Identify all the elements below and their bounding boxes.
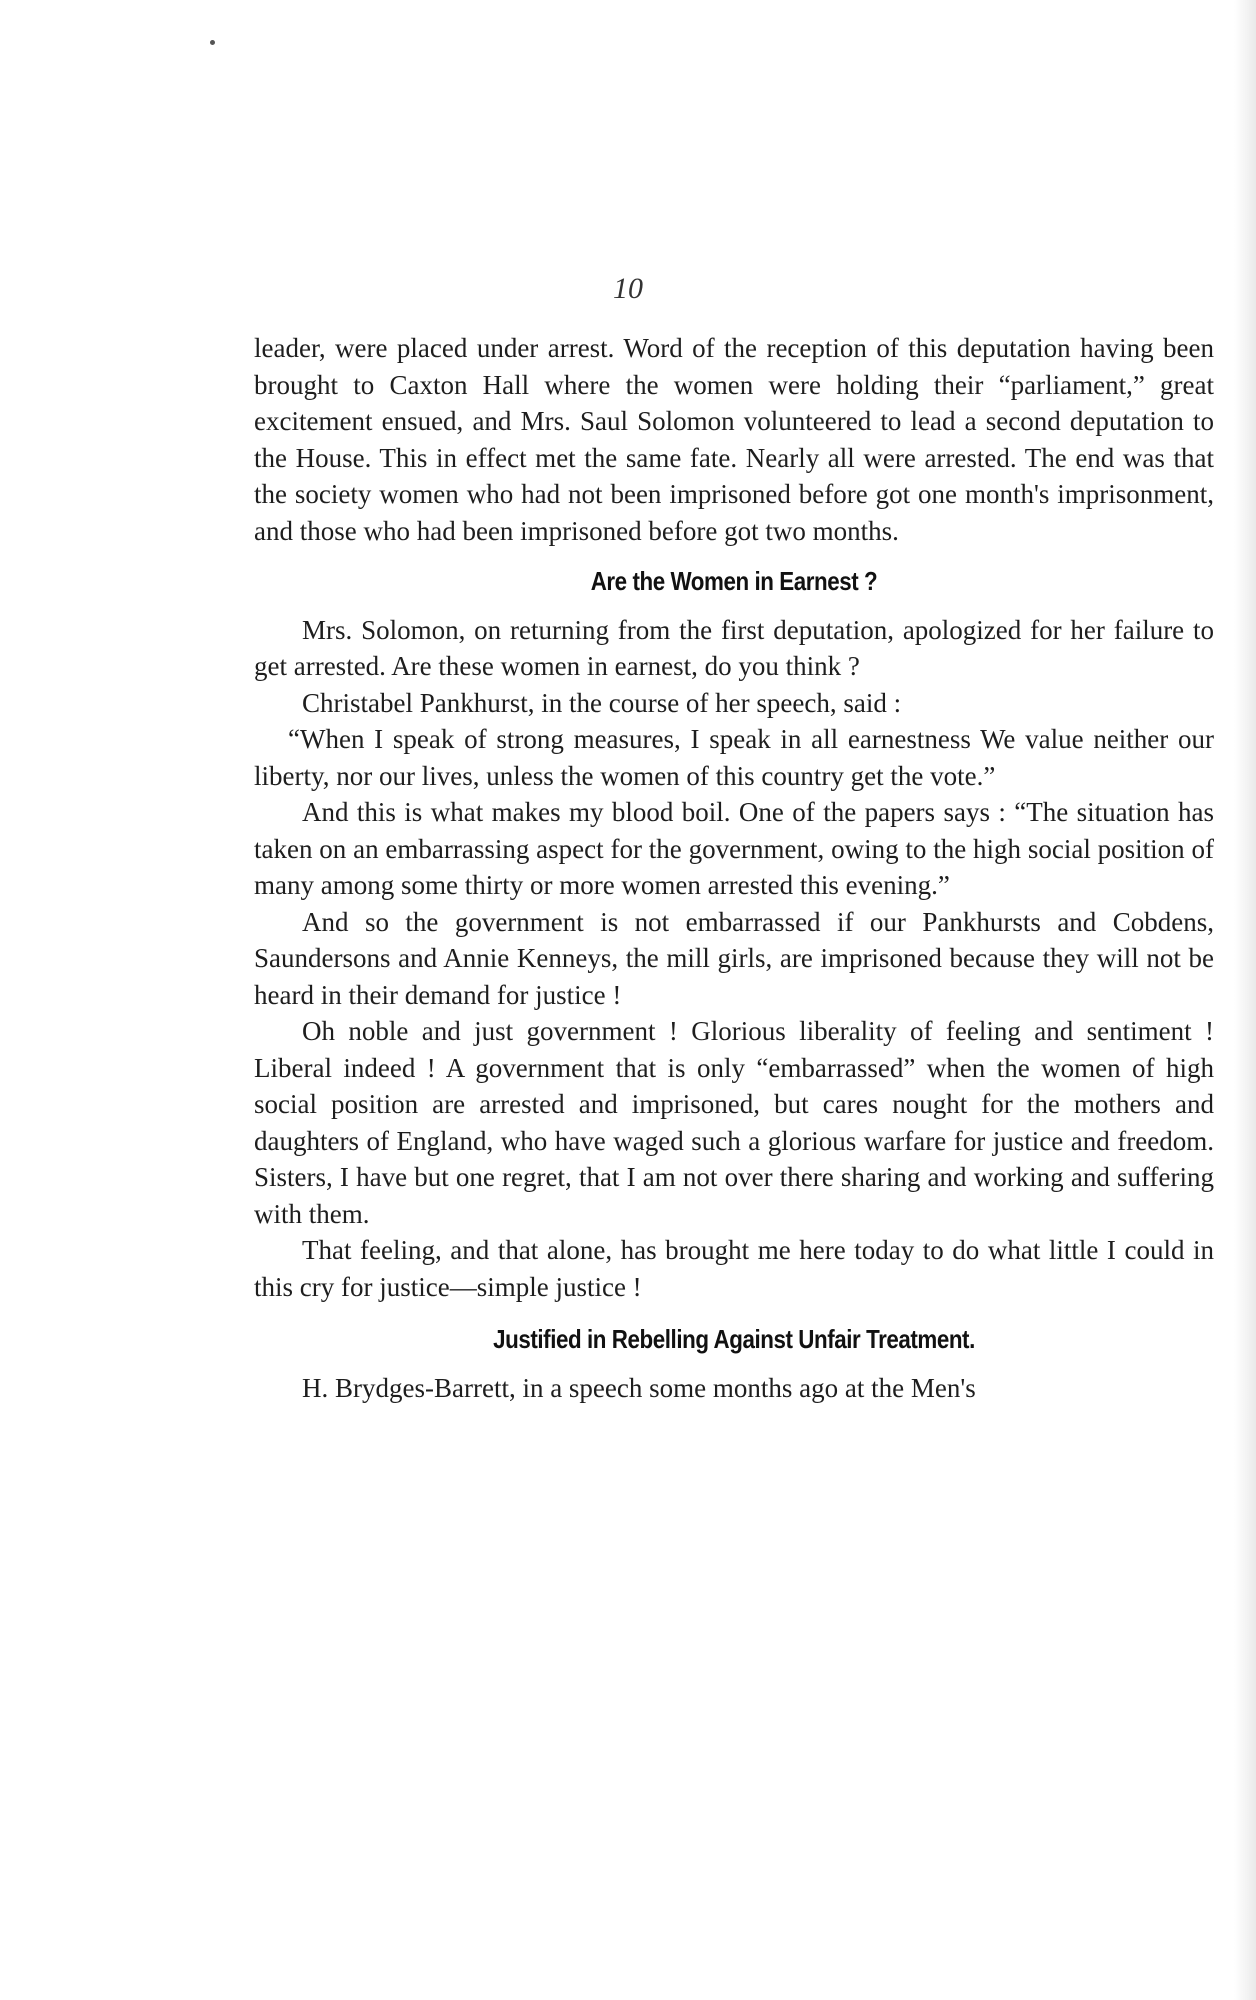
paragraph: Christabel Pankhurst, in the course of her speech, said : [302,687,902,718]
page-body [254,330,1214,1406]
paragraph: That feeling, and that alone, has brought me here today to do what little I could in this cry for justice—simple justice ! [254,1235,1214,1302]
scan-speck [210,40,215,45]
section-heading: Are the Women in Earnest ? [590,566,878,596]
page-number: 10 [613,272,643,305]
paragraph: And this is what makes my blood boil. One of the papers says : “The situation has taken on an embarrassing aspect for the government, owing to the high social position of many among some thirty or more women arrested this evening.” [254,797,1214,900]
section-heading: Justified in Rebelling Against Unfair Treatment. [493,1324,975,1354]
paragraph: leader, were placed under arrest. Word of the reception of this deputation having been brought to Caxton Hall where the women were holding their “parliament,” great excitement ensued, and Mrs. Saul Solomon volunteered to lead a second deputation to the House. This in effect met the same fate. Nearly all were arrested. The end was that the society women who had not been imprisoned before got one month's imprisonment, and those who had been imprisoned before got two months. [254,333,1214,546]
quotation: “When I speak of strong measures, I speak in all earnestness We value neither our liberty, nor our lives, unless the women of this country get the vote.” [254,724,1214,791]
paragraph: H. Brydges-Barrett, in a speech some months ago at the Men's [302,1372,976,1403]
paragraph: And so the government is not embarrassed if our Pankhursts and Cobdens, Saundersons and Annie Kenneys, the mill girls, are imprisoned because they will not be heard in their demand for justice ! [254,906,1214,1010]
paragraph: Mrs. Solomon, on returning from the first deputation, apologized for her failure to get arrested. Are these women in earnest, do you think ? [254,614,1214,681]
paragraph: Oh noble and just government ! Glorious liberality of feeling and sentiment ! Liberal indeed ! A government that is only “embarrassed” when the women of high social position are arrested and imprisoned, but cares nought for the mothers and daughters of England, who have waged such a glorious warfare for justice and freedom. Sisters, I have but one regret, that I am not over there sharing and working and suffering with them. [254,1016,1214,1229]
